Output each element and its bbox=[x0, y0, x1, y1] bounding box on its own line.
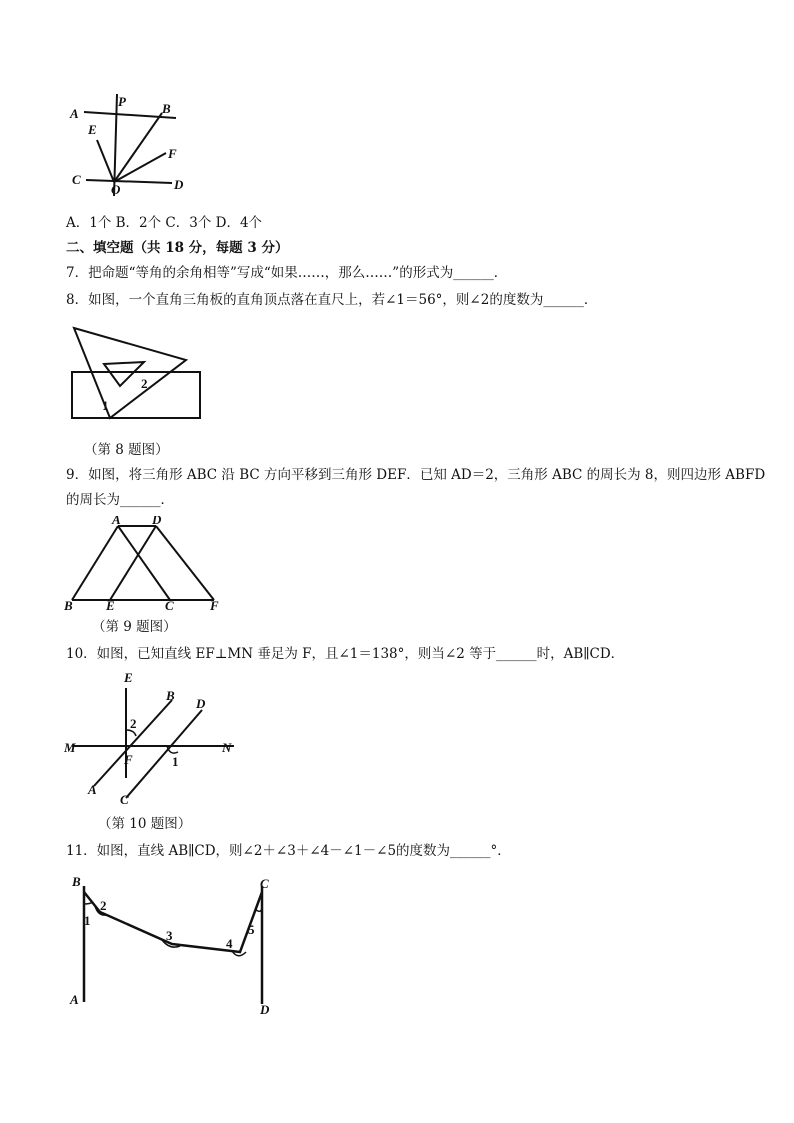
question-8: 8．如图，一个直角三角板的直角顶点落在直尺上，若∠1＝56°，则∠2的度数为______． bbox=[66, 292, 598, 308]
question-9-line1: 9．如图，将三角形 ABC 沿 BC 方向平移到三角形 DEF．已知 AD＝2，三角形 ABC 的周长为 8，则四边形 ABFD bbox=[66, 467, 766, 483]
label-M: M bbox=[64, 740, 76, 755]
label-A: A bbox=[70, 106, 79, 121]
label-D: D bbox=[260, 1002, 270, 1017]
figure-q8 bbox=[64, 320, 204, 430]
label-B: B bbox=[72, 874, 81, 889]
figure-q6 bbox=[64, 88, 194, 198]
label-B: B bbox=[162, 101, 171, 116]
label-D: D bbox=[196, 696, 206, 711]
label-D: D bbox=[174, 177, 184, 192]
label-A: A bbox=[70, 992, 79, 1007]
angle-label-3: 3 bbox=[166, 928, 173, 943]
figure-q9-caption: （第 9 题图） bbox=[92, 619, 177, 635]
label-E: E bbox=[106, 598, 115, 610]
q6-options: A．1个 B．2个 C．3个 D．4个 bbox=[66, 215, 263, 231]
figure-q10-caption: （第 10 题图） bbox=[98, 816, 192, 832]
label-D: D bbox=[152, 516, 162, 527]
angle-label-1: 1 bbox=[84, 913, 91, 928]
figure-q9-drawing bbox=[62, 516, 222, 610]
label-A: A bbox=[112, 516, 121, 527]
angle-label-2: 2 bbox=[141, 376, 148, 391]
label-A: A bbox=[88, 782, 97, 797]
label-F: F bbox=[124, 752, 133, 767]
question-10: 10．如图，已知直线 EF⊥MN 垂足为 F，且∠1＝138°，则当∠2 等于______时，AB∥CD． bbox=[66, 646, 625, 662]
label-O: O bbox=[111, 182, 121, 197]
figure-q10 bbox=[64, 666, 239, 811]
question-11: 11．如图，直线 AB∥CD，则∠2＋∠3＋∠4－∠1－∠5的度数为______°． bbox=[66, 843, 511, 859]
label-P: P bbox=[118, 94, 126, 109]
label-E: E bbox=[124, 670, 133, 685]
figure-q10-drawing bbox=[64, 666, 239, 811]
label-E: E bbox=[88, 122, 97, 137]
label-C: C bbox=[260, 876, 269, 891]
figure-q11 bbox=[62, 872, 292, 1022]
figure-q8-caption: （第 8 题图） bbox=[84, 442, 169, 458]
question-9-line2: 的周长为______． bbox=[66, 492, 174, 508]
label-C: C bbox=[120, 792, 129, 807]
label-B: B bbox=[166, 688, 175, 703]
angle-label-5: 5 bbox=[248, 922, 255, 937]
figure-q8-drawing bbox=[64, 320, 204, 430]
section-heading-fill-in: 二、填空题（共 18 分，每题 3 分） bbox=[66, 240, 289, 256]
figure-q9 bbox=[62, 516, 222, 610]
label-N: N bbox=[222, 740, 232, 755]
figure-q11-drawing bbox=[62, 872, 292, 1022]
angle-label-2: 2 bbox=[100, 898, 107, 913]
label-F: F bbox=[210, 598, 219, 610]
angle-label-1: 1 bbox=[172, 754, 179, 769]
label-B: B bbox=[64, 598, 73, 610]
label-C: C bbox=[165, 598, 174, 610]
question-7: 7．把命题“等角的余角相等”写成“如果……，那么……”的形式为______． bbox=[66, 265, 508, 281]
angle-label-2: 2 bbox=[130, 716, 137, 731]
figure-q6-drawing bbox=[64, 88, 194, 198]
label-F: F bbox=[168, 146, 177, 161]
angle-label-1: 1 bbox=[102, 398, 109, 413]
angle-label-4: 4 bbox=[226, 936, 233, 951]
label-C: C bbox=[72, 172, 81, 187]
